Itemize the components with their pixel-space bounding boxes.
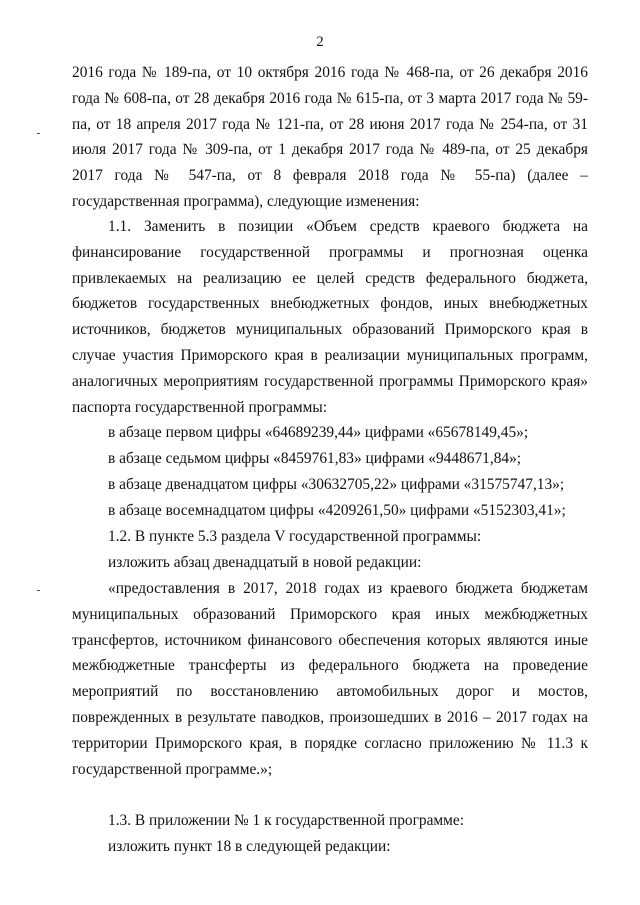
item-1-3-instruction: изложить пункт 18 в следующей редакции: (108, 838, 391, 855)
replacement-line: в абзаце седьмом цифры «8459761,83» цифрами «9448671,84»; (108, 450, 522, 467)
quoted-paragraph: «предоставления в 2017, 2018 годах из краевого бюджета бюджетам муниципальных образований Приморского края иных межбюджетных трансфертов, источником финансового обеспечения которых являются иные межбюджетные трансферты из федерального бюджета на проведение мероприятий по восстановлению автомобильных дорог и мостов, поврежденных в результате паводков, произошедших в 2016 – 2017 годах на территории Приморского края, в порядке согласно приложению № 11.3 к государственной программе.»; (72, 580, 588, 778)
item-1-2-heading: 1.2. В пункте 5.3 раздела V государственной программы: (108, 528, 482, 545)
replacement-line: в абзаце восемнадцатом цифры «4209261,50» цифрами «5152303,41»; (108, 502, 566, 519)
intro-paragraph: 2016 года № 189-па, от 10 октября 2016 года № 468-па, от 26 декабря 2016 года № 608-па, от 28 декабря 2016 года № 615-па, от 3 марта 2017 года № 59-па, от 18 апреля 2017 года № 121-па, от 28 июня 2017 года № 254-па, от 31 июля 2017 года № 309-па, от 1 декабря 2017 года № 489-па, от 25 декабря 2017 года № 547-па, от 8 февраля 2018 года № 55-па) (далее – государственная программа), следующие изменения: (72, 64, 588, 210)
item-1-3-heading: 1.3. В приложении № 1 к государственной программе: (108, 812, 465, 829)
item-1-2-instruction: изложить абзац двенадцатый в новой редакции: (108, 554, 422, 571)
item-1-1-paragraph: 1.1. Заменить в позиции «Объем средств краевого бюджета на финансирование государственной программы и прогнозная оценка привлекаемых на реализацию ее целей средств федерального бюджета, бюджетов государственных внебюджетных фондов, иных внебюджетных источников, бюджетов муниципальных образований Приморского края в случае участия Приморского края в реализации муниципальных программ, аналогичных мероприятиям государственной программы Приморского края» паспорта государственной программы: (72, 218, 588, 416)
margin-mark (37, 590, 40, 591)
replacement-line: в абзаце первом цифры «64689239,44» цифрами «65678149,45»; (108, 424, 529, 441)
margin-mark (37, 133, 40, 134)
page-number: 2 (316, 34, 324, 50)
replacement-line: в абзаце двенадцатом цифры «30632705,22» цифрами «31575747,13»; (108, 476, 565, 493)
